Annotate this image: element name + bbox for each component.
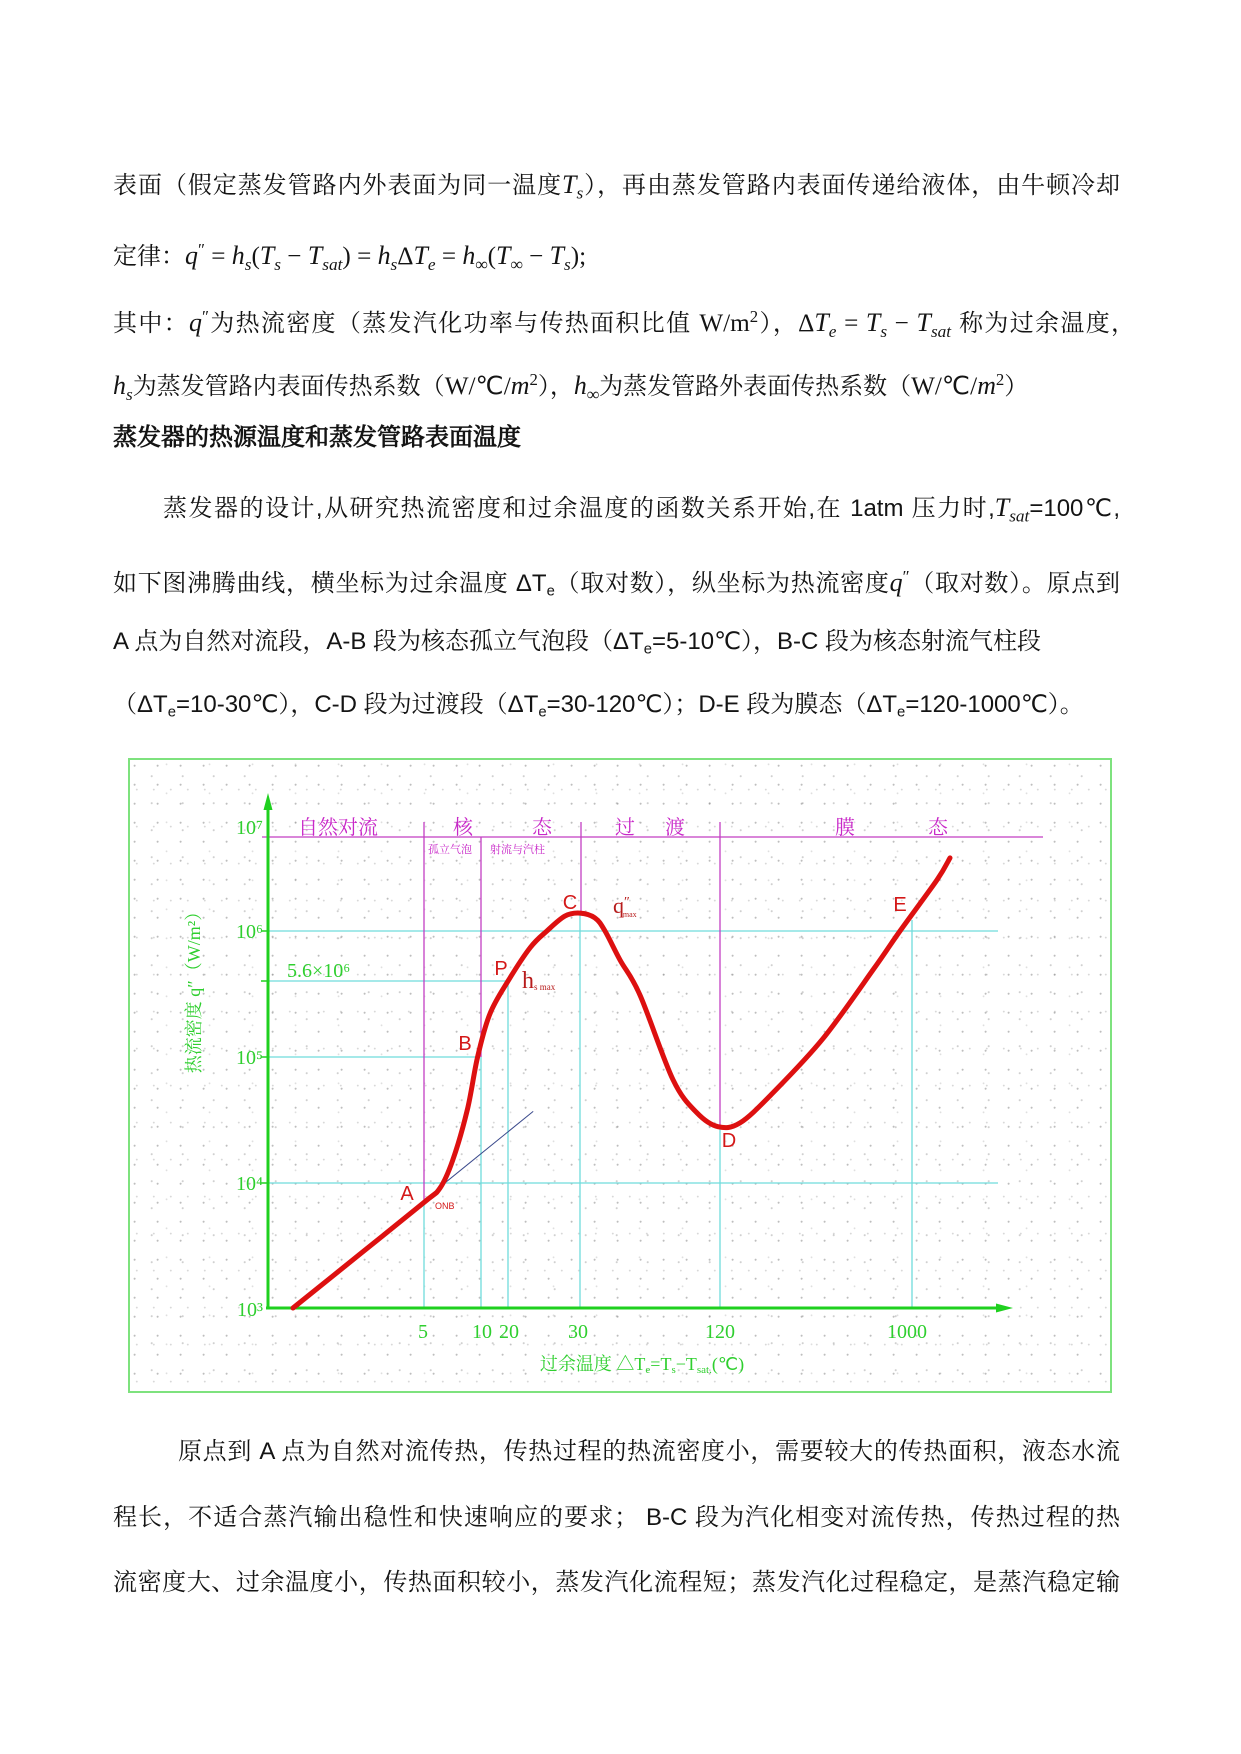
text-run: −	[281, 243, 308, 271]
region-label-nucleate: 核	[453, 817, 473, 839]
text-run: −	[522, 243, 550, 271]
text-run: 如下图沸腾曲线，横坐标为过余温度 ΔT	[113, 570, 547, 598]
x-title-prefix: 过余温度 △T	[539, 1354, 646, 1374]
text-run: W/℃/	[911, 373, 978, 401]
text-run: （取对数）。原点到	[909, 570, 1121, 598]
text-run: =	[836, 310, 866, 338]
y-tick-label: 10⁶	[236, 921, 263, 943]
text-run: T	[549, 241, 564, 271]
text-run: e	[427, 254, 436, 274]
text-run: =5-10℃），B-C 段为核态射流气柱段	[652, 628, 1042, 655]
point-label-e: E	[893, 894, 907, 916]
text-run: );	[570, 243, 587, 271]
text-run: 为热流密度（蒸发汽化功率与传热面积比值	[208, 310, 700, 338]
boiling-curve-line	[293, 858, 950, 1308]
text-run: T	[259, 241, 275, 271]
text-run: Δ	[397, 243, 414, 271]
x-axis-title	[540, 1354, 744, 1376]
text-run: W/℃/	[444, 373, 511, 401]
text-run: T	[865, 308, 881, 338]
paragraph3-line-1: 原点到 A 点为自然对流传热，传热过程的热流密度小，需要较大的传热面积，液态水流	[178, 1438, 1120, 1465]
text-run: ∞	[475, 254, 488, 274]
region-label-film: 态	[928, 817, 948, 839]
text-run: T	[994, 493, 1010, 522]
text-run: ″	[201, 307, 209, 326]
region-divider-lines	[262, 822, 1043, 1202]
text-run: 2	[749, 307, 759, 326]
point-label-d: D	[721, 1130, 737, 1152]
point-label-b: B	[458, 1033, 472, 1055]
text-run: ∞	[586, 384, 600, 404]
text-run: 表面（假定蒸发管路内外表面为同一温度	[113, 172, 563, 199]
hsmax-annotation	[522, 968, 556, 994]
hsmax-sub: s max	[534, 982, 556, 992]
y-axis-arrow-icon	[264, 793, 273, 810]
text-run: q	[188, 308, 202, 338]
text-run: 为蒸发管路内表面传热系数（	[132, 373, 445, 401]
section-heading: 蒸发器的热源温度和蒸发管路表面温度	[113, 424, 521, 451]
text-run: h	[231, 241, 245, 271]
text-run: (	[487, 243, 497, 271]
point-label-a: A	[400, 1183, 414, 1205]
text-run: s	[880, 321, 888, 341]
subregion-label-isolated-bubbles: 孤立气泡	[428, 844, 472, 856]
text-run: =	[204, 243, 232, 271]
text-run: h	[377, 241, 391, 271]
point-label-p: P	[494, 958, 508, 980]
paragraph3-line-3: 流密度大、过余温度小，传热面积较小，蒸发汽化流程短；蒸发汽化过程稳定，是蒸汽稳定输	[113, 1569, 1120, 1596]
text-run: m	[977, 371, 996, 401]
text-run: s	[244, 254, 252, 274]
x-title-sub-s: s	[671, 1364, 676, 1376]
text-run: 为蒸发管路外表面传热系数（	[599, 373, 912, 401]
text-run: ），	[537, 373, 574, 401]
text-run: (	[251, 243, 260, 271]
region-label-nucleate: 态	[532, 817, 552, 839]
text-run: 其中：	[113, 310, 189, 338]
point-label-c: C	[562, 892, 578, 914]
text-run: e	[828, 321, 837, 341]
text-run: m	[510, 371, 530, 401]
text-run: T	[307, 241, 323, 271]
y-tick-label: 10⁴	[236, 1173, 263, 1195]
text-run: h	[113, 371, 126, 401]
qmax-annotation	[613, 893, 637, 919]
x-tick-label: 10	[472, 1321, 492, 1343]
text-run: s	[274, 254, 281, 274]
text-run: T	[413, 241, 428, 271]
x-title-sub-sat: sat.	[696, 1364, 712, 1376]
text-run: T	[916, 308, 931, 338]
onb-label: ONB	[435, 1201, 455, 1211]
text-run: q	[889, 568, 903, 598]
text-run: ）	[1004, 373, 1029, 401]
x-title-sub-e: e	[645, 1364, 651, 1376]
y-tick-label: 10⁷	[236, 817, 263, 839]
text-run: 2	[529, 370, 538, 389]
text-run: e	[643, 641, 652, 658]
x-title-unit: (℃)	[711, 1354, 745, 1374]
region-label-natural-convection: 自然对流	[298, 817, 378, 839]
text-run: sat	[930, 321, 952, 341]
text-run: 蒸发器的设计,从研究热流密度和过余温度的函数关系开始,在 1atm 压力时,	[163, 495, 995, 522]
text-run: ），	[758, 310, 799, 338]
text-run: T	[814, 308, 829, 338]
text-run: ″	[902, 567, 910, 586]
x-tick-label: 20	[499, 1321, 519, 1343]
x-title-minus: −T	[675, 1354, 697, 1374]
text-run: h	[462, 241, 476, 271]
text-run: s	[564, 254, 571, 274]
cyan-reference-lines	[268, 913, 998, 1308]
text-run: e	[538, 704, 547, 721]
text-run: 定律：	[113, 243, 185, 271]
region-label-film: 膜	[835, 817, 855, 839]
text-run: A 点为自然对流段，A-B 段为核态孤立气泡段（ΔT	[113, 628, 644, 655]
qmax-prime: ″	[624, 895, 630, 910]
x-tick-label: 120	[705, 1321, 735, 1343]
text-run: （ΔT	[113, 691, 168, 718]
text-run: −	[887, 310, 917, 338]
text-run: q	[185, 241, 198, 271]
text-run: e	[897, 704, 906, 721]
paragraph3-line-2: 程长，不适合蒸汽输出稳性和快速响应的要求； B-C 段为汽化相变对流传热，传热过程的热	[113, 1504, 1120, 1531]
text-run: ），再由蒸发管路内表面传递给液体，由牛顿冷却	[583, 172, 1120, 199]
text-run: ∞	[510, 254, 523, 274]
x-axis-arrow-icon	[996, 1304, 1013, 1313]
text-run: =100℃,	[1029, 495, 1120, 522]
y-tick-label: 10⁵	[236, 1047, 263, 1069]
x-tick-label: 1000	[887, 1321, 927, 1343]
text-run: =30-120℃）；D-E 段为膜态（ΔT	[546, 691, 898, 718]
text-run: ) =	[342, 243, 378, 271]
text-run: =120-1000℃）。	[905, 691, 1084, 718]
text-run: =10-30℃），C-D 段为过渡段（ΔT	[175, 691, 539, 718]
hsmax-base: h	[522, 968, 534, 994]
text-run: W/m	[699, 310, 750, 338]
text-run: T	[496, 241, 511, 271]
region-label-transition: 渡	[665, 817, 685, 839]
qmax-base: q	[613, 893, 624, 918]
x-tick-label: 5	[418, 1321, 428, 1343]
text-run: s	[576, 183, 584, 203]
text-run: 2	[995, 370, 1005, 389]
text-run: s	[390, 254, 398, 274]
region-label-transition: 过	[615, 817, 635, 839]
text-run: =	[435, 243, 463, 271]
text-run: T	[562, 170, 577, 199]
text-run: e	[167, 704, 176, 721]
y-axis-title: 热流密度 q″（W/m²）	[184, 902, 204, 1074]
y-tick-label: 10³	[237, 1299, 263, 1321]
text-run: sat	[1009, 506, 1030, 526]
x-title-eq: =T	[650, 1354, 672, 1374]
text-run: s	[125, 384, 133, 404]
text-run: （取对数），纵坐标为热流密度	[554, 570, 890, 598]
text-run: Δ	[798, 310, 815, 338]
qmax-sub: max	[622, 910, 637, 919]
x-tick-label: 30	[568, 1321, 588, 1343]
subregion-label-jets-columns: 射流与汽柱	[490, 844, 545, 856]
text-run: ″	[197, 240, 205, 259]
y-annotation-label: 5.6×10⁶	[287, 960, 351, 982]
text-run: h	[573, 371, 587, 401]
text-run: 称为过余温度，	[951, 310, 1136, 338]
text-run: sat	[322, 254, 343, 274]
text-run: e	[546, 583, 555, 600]
